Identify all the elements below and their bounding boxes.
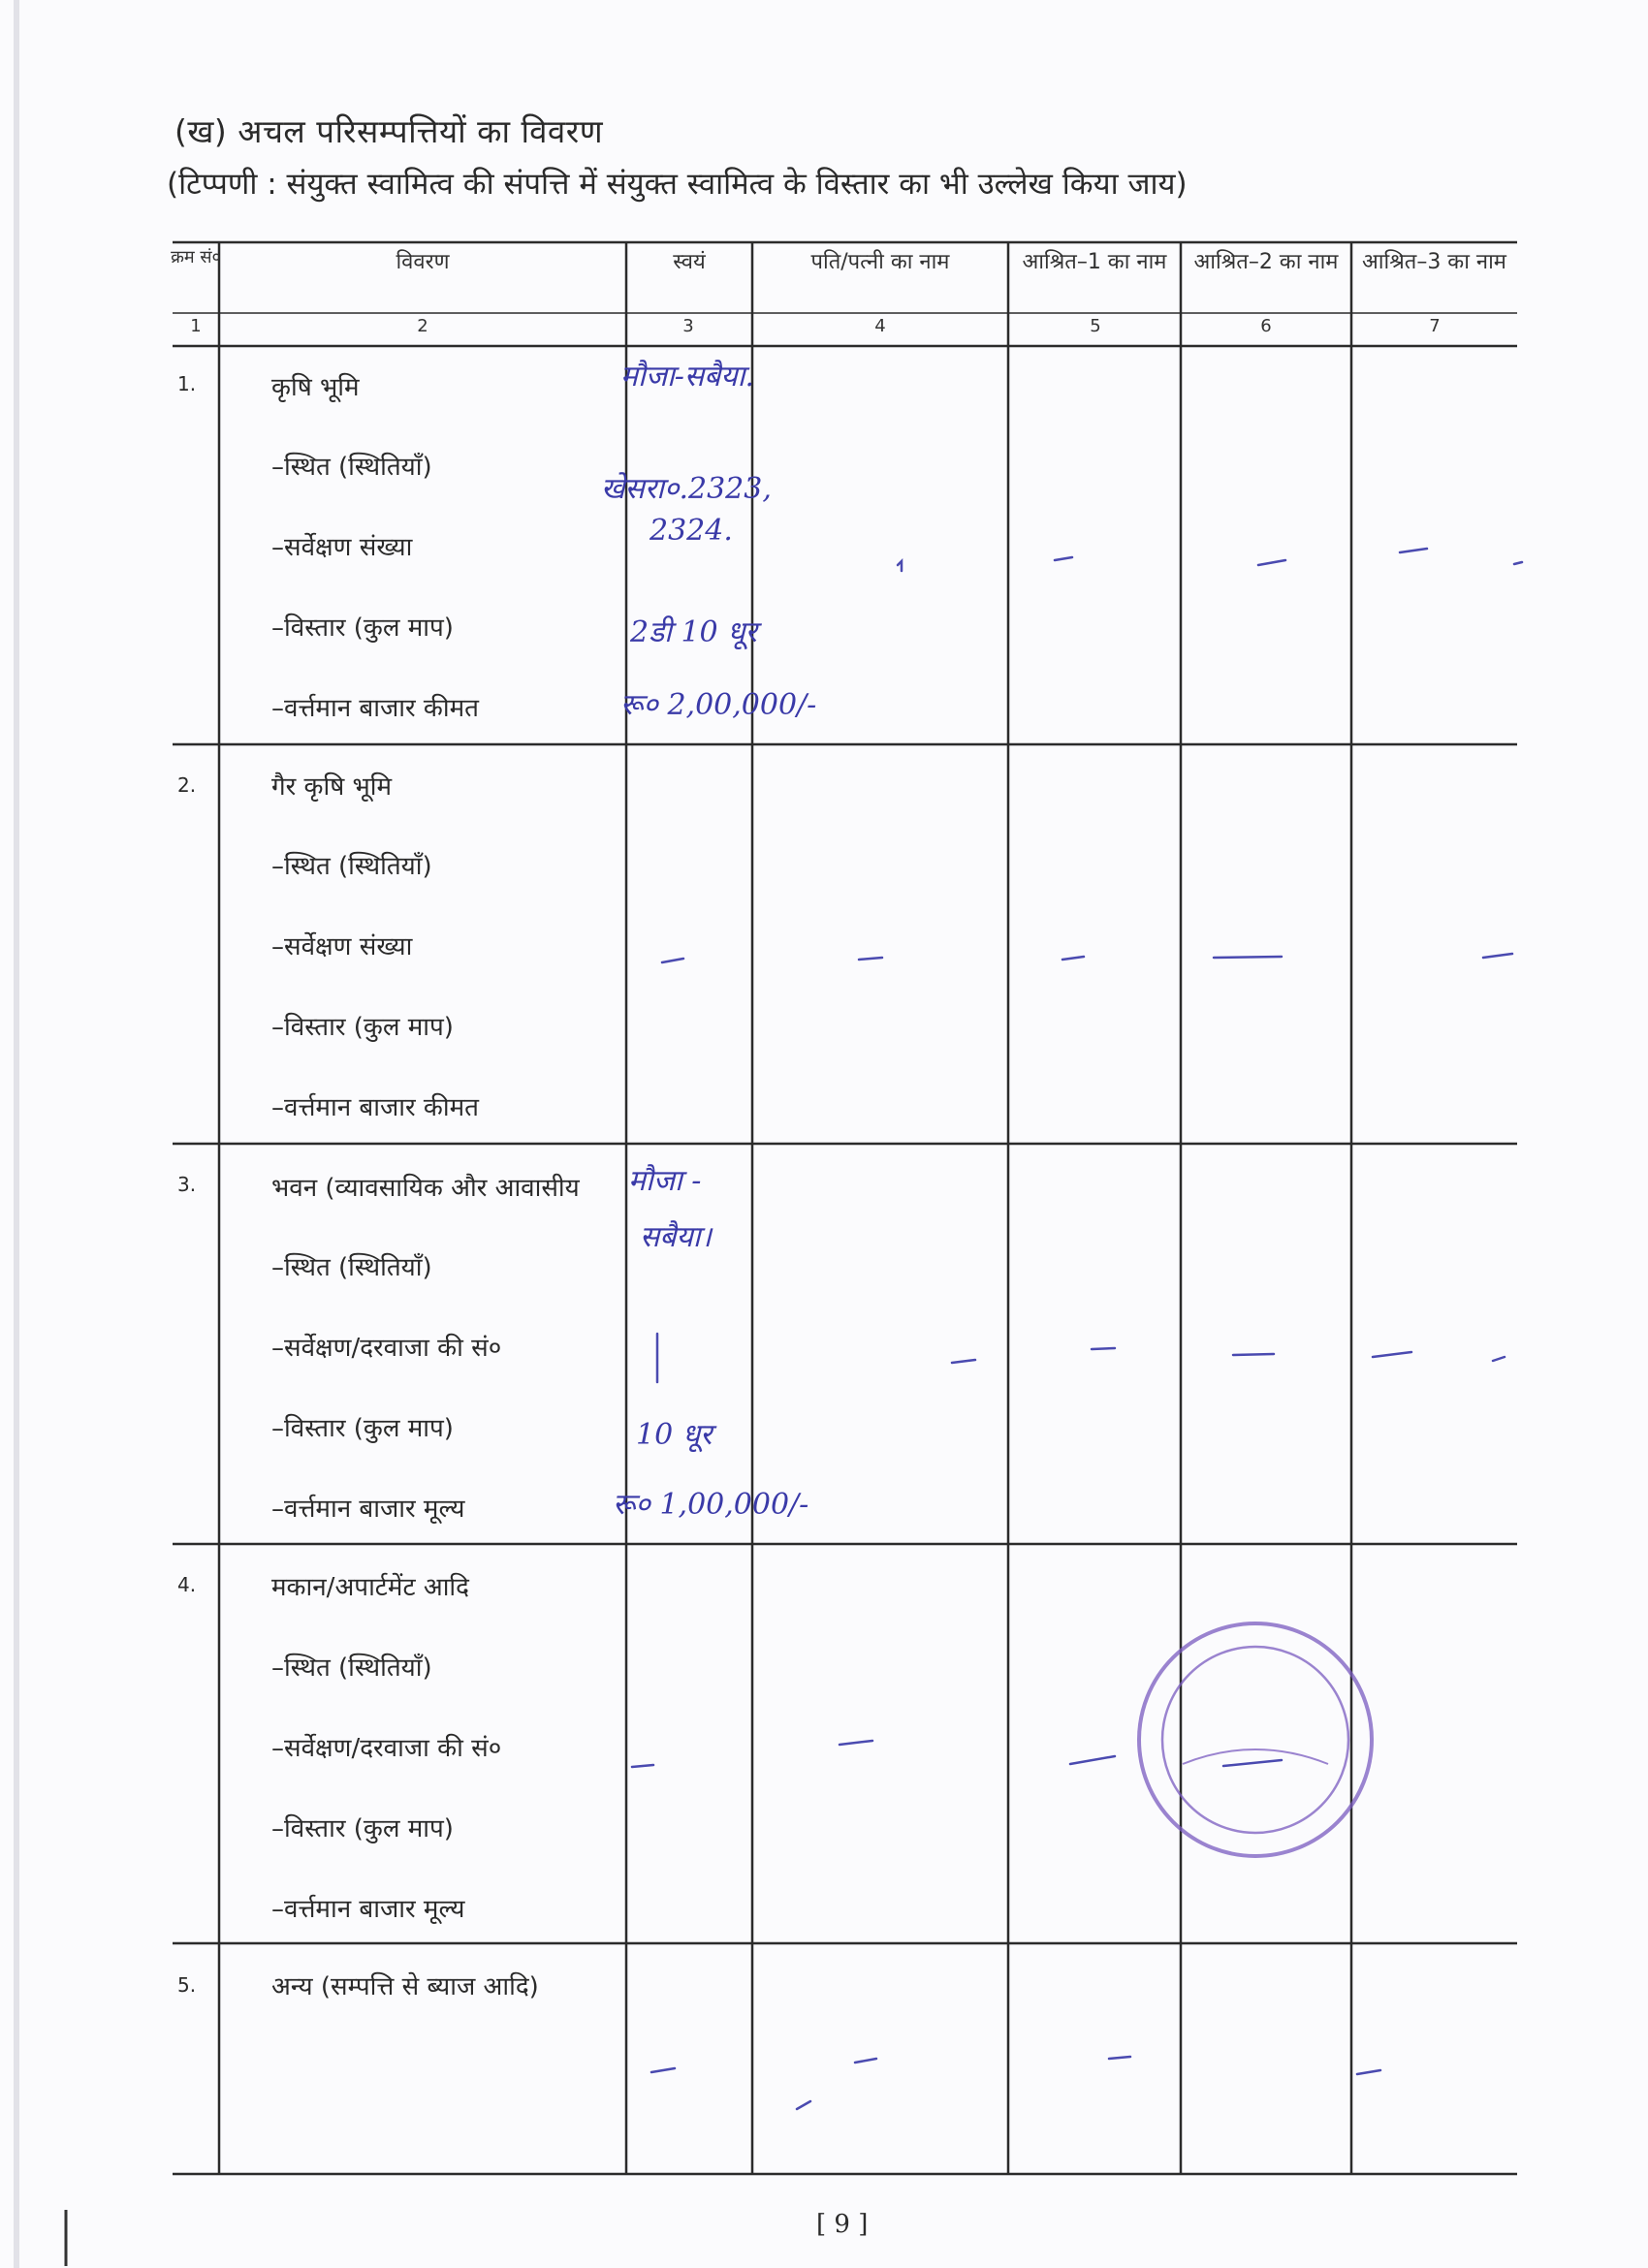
column-number: 3 bbox=[682, 316, 694, 336]
header-dependent-2: आश्रित–2 का नाम bbox=[1193, 250, 1339, 274]
handwritten-entry: सबैया। bbox=[640, 1220, 712, 1254]
handwritten-entry: 2324. bbox=[650, 514, 733, 548]
header-self: स्वयं bbox=[673, 250, 706, 274]
row-field: –सर्वेक्षण संख्या bbox=[271, 533, 413, 562]
handwritten-entry: रू० 1,00,000/- bbox=[613, 1488, 809, 1522]
row-field: –विस्तार (कुल माप) bbox=[271, 1013, 454, 1042]
office-stamp bbox=[1139, 1623, 1372, 1856]
page-number: [ 9 ] bbox=[816, 2210, 869, 2239]
header-description: विवरण bbox=[396, 250, 450, 274]
column-number: 1 bbox=[190, 316, 202, 336]
row-title: भवन (व्यावसायिक और आवासीय bbox=[271, 1174, 580, 1203]
handwritten-entry: 10 धूर bbox=[636, 1418, 713, 1452]
row-field: –सर्वेक्षण संख्या bbox=[271, 932, 413, 961]
section-heading: (ख) अचल परिसम्पत्तियों का विवरण bbox=[174, 112, 604, 150]
handwritten-entry: खेसरा०.2323, bbox=[601, 472, 772, 506]
row-field: –विस्तार (कुल माप) bbox=[271, 1414, 454, 1443]
row-serial: 4. bbox=[177, 1573, 197, 1596]
column-number: 5 bbox=[1090, 316, 1101, 336]
row-serial: 2. bbox=[177, 773, 197, 797]
header-dependent-3: आश्रित–3 का नाम bbox=[1362, 250, 1506, 274]
handwritten-entry: मौजा - bbox=[628, 1164, 702, 1198]
row-field: –स्थित (स्थितियाँ) bbox=[271, 1253, 432, 1282]
row-title: गैर कृषि भूमि bbox=[271, 772, 393, 802]
column-number: 6 bbox=[1260, 316, 1272, 336]
row-field: –सर्वेक्षण/दरवाजा की सं० bbox=[271, 1734, 502, 1763]
row-field: –स्थित (स्थितियाँ) bbox=[271, 852, 432, 881]
section-note: (टिप्पणी : संयुक्त स्वामित्व की संपत्ति में संयुक्त स्वामित्व के विस्तार का भी उल्लेख किया जाय) bbox=[167, 167, 1188, 202]
row-field: –विस्तार (कुल माप) bbox=[271, 614, 454, 643]
handwritten-entry: 2डी 10 धूर bbox=[630, 615, 757, 649]
header-dependent-1: आश्रित–1 का नाम bbox=[1022, 250, 1167, 274]
header-serial: क्रम सं० bbox=[171, 247, 221, 268]
row-title: मकान/अपार्टमेंट आदि bbox=[271, 1573, 469, 1602]
handwritten-entry: रू० 2,00,000/- bbox=[620, 688, 817, 722]
row-serial: 5. bbox=[177, 1973, 197, 1997]
row-field: –सर्वेक्षण/दरवाजा की सं० bbox=[271, 1334, 502, 1363]
column-number: 7 bbox=[1429, 316, 1441, 336]
row-serial: 3. bbox=[177, 1173, 197, 1196]
row-field: –वर्त्तमान बाजार मूल्य bbox=[271, 1895, 465, 1924]
header-spouse: पति/पत्नी का नाम bbox=[810, 250, 950, 274]
row-field: –स्थित (स्थितियाँ) bbox=[271, 1654, 432, 1683]
row-title: अन्य (सम्पत्ति से ब्याज आदि) bbox=[271, 1972, 539, 2001]
column-number: 2 bbox=[417, 316, 428, 336]
dash-marks bbox=[632, 549, 1522, 2109]
row-title: कृषि भूमि bbox=[271, 373, 360, 402]
row-field: –विस्तार (कुल माप) bbox=[271, 1814, 454, 1843]
row-serial: 1. bbox=[177, 372, 197, 395]
row-field: –स्थित (स्थितियाँ) bbox=[271, 453, 432, 482]
row-field: –वर्त्तमान बाजार कीमत bbox=[271, 1093, 479, 1122]
column-number: 4 bbox=[874, 316, 886, 336]
handwritten-entry: मौजा-सबैया. bbox=[620, 360, 754, 394]
row-field: –वर्त्तमान बाजार मूल्य bbox=[271, 1495, 465, 1524]
row-field: –वर्त्तमान बाजार कीमत bbox=[271, 694, 479, 723]
